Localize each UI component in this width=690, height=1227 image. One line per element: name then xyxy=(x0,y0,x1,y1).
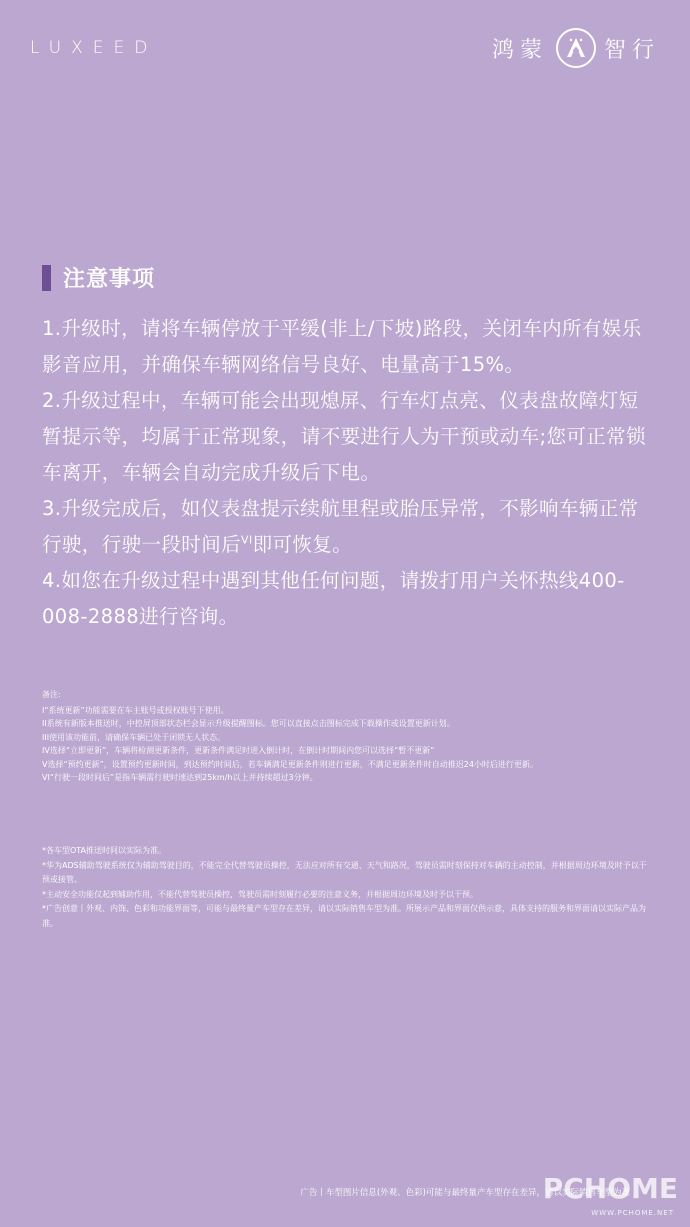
notice-item-4: 4.如您在升级过程中遇到其他任何问题，请拨打用户关怀热线400-008-2888进行咨询。 xyxy=(42,569,625,628)
disclaimer-ad-creative: *广告创意丨外观、内饰、色彩和功能界面等，可能与最终量产车型存在差异，请以实际销售车型为准。所展示产品和界面仅供示意，具体支持的服务和界面请以实际产品为准。 xyxy=(42,904,646,928)
footnote-v: V选择“预约更新”，设置预约更新时间，到达预约时间后，若车辆满足更新条件则进行更新，不满足更新条件时自动推迟24小时后进行更新。 xyxy=(42,759,538,769)
luxeed-logo: LUXEED xyxy=(30,38,158,58)
footnote-iii: III使用该功能前，请确保车辆已处于闭锁无人状态。 xyxy=(42,732,226,742)
notice-title-row xyxy=(42,262,652,293)
watermark-url: WWW.PCHOME.NET xyxy=(591,1209,674,1217)
brand-text-right: 智行 xyxy=(603,37,660,63)
notice-item-3 xyxy=(42,491,652,563)
footnote-vi: VI“行驶一段时间后”是指车辆需行驶时速达到25km/h以上并持续超过3分钟。 xyxy=(42,773,318,782)
footnotes-label: 备注: xyxy=(42,690,61,699)
footnote-ii: II系统有新版本推送时，中控屏顶部状态栏会显示升级提醒图标。您可以直接点击图标完成下载操作或设置更新计划。 xyxy=(42,719,455,728)
watermark-text: PCHOME xyxy=(542,1172,678,1205)
disclaimer-ads: *华为ADS辅助驾驶系统仅为辅助驾驶目的，不能完全代替驾驶员操控，无法应对所有交通、天气和路况，驾驶员需时刻保持对车辆的主动控制，并根据周边环境及时予以干预或接管。 xyxy=(42,860,647,884)
disclaimer-active-safety: *主动安全功能仅起到辅助作用，不能代替驾驶员操控，驾驶员需时刻履行必要的注意义务，并根据周边环境及时予以干预。 xyxy=(42,889,478,899)
notice-item-1: 1.升级时，请将车辆停放于平缓(非上/下坡)路段，关闭车内所有娱乐影音应用，并确保车辆网络信号良好、电量高于15%。 xyxy=(42,317,642,376)
brand-text-left: 鸿蒙 xyxy=(491,37,548,63)
notice-item-3-end: 即可恢复。 xyxy=(252,533,353,556)
disclaimer-ota: *各车型OTA推送时间以实际为准。 xyxy=(42,846,167,855)
header xyxy=(0,26,690,76)
footnote-iv: IV选择“立即更新”，车辆将检测更新条件，更新条件满足时进入倒计时，在倒计时期间内您可以选择“暂不更新” xyxy=(42,746,435,755)
pchome-watermark xyxy=(542,1157,678,1217)
title-accent-bar xyxy=(42,265,51,291)
notice-item-3-text: 3.升级完成后，如仪表盘提示续航里程或胎压异常，不影响车辆正常行驶，行驶一段时间后 xyxy=(42,497,639,556)
footnote-i: I“系统更新”功能需要在车主账号或授权账号下使用。 xyxy=(42,705,229,715)
disclaimers-section xyxy=(42,844,652,931)
harmony-emblem-icon xyxy=(556,28,596,68)
notice-item-2: 2.升级过程中，车辆可能会出现熄屏、行车灯点亮、仪表盘故障灯短暂提示等，均属于正常现象，请不要进行人为干预或动车;您可正常锁车离开，车辆会自动完成升级后下电。 xyxy=(42,389,646,484)
footnotes-section xyxy=(42,688,652,785)
notice-section xyxy=(42,262,652,635)
footnote-ref-vi: VI xyxy=(241,533,253,547)
bottom-ad-disclaimer: 广告丨车型图片信息(外观、色彩)可能与最终量产车型存在差异，请以实际销售车型为准 xyxy=(300,1188,630,1198)
notice-title: 注意事项 xyxy=(63,267,156,292)
harmony-brand xyxy=(492,28,660,68)
